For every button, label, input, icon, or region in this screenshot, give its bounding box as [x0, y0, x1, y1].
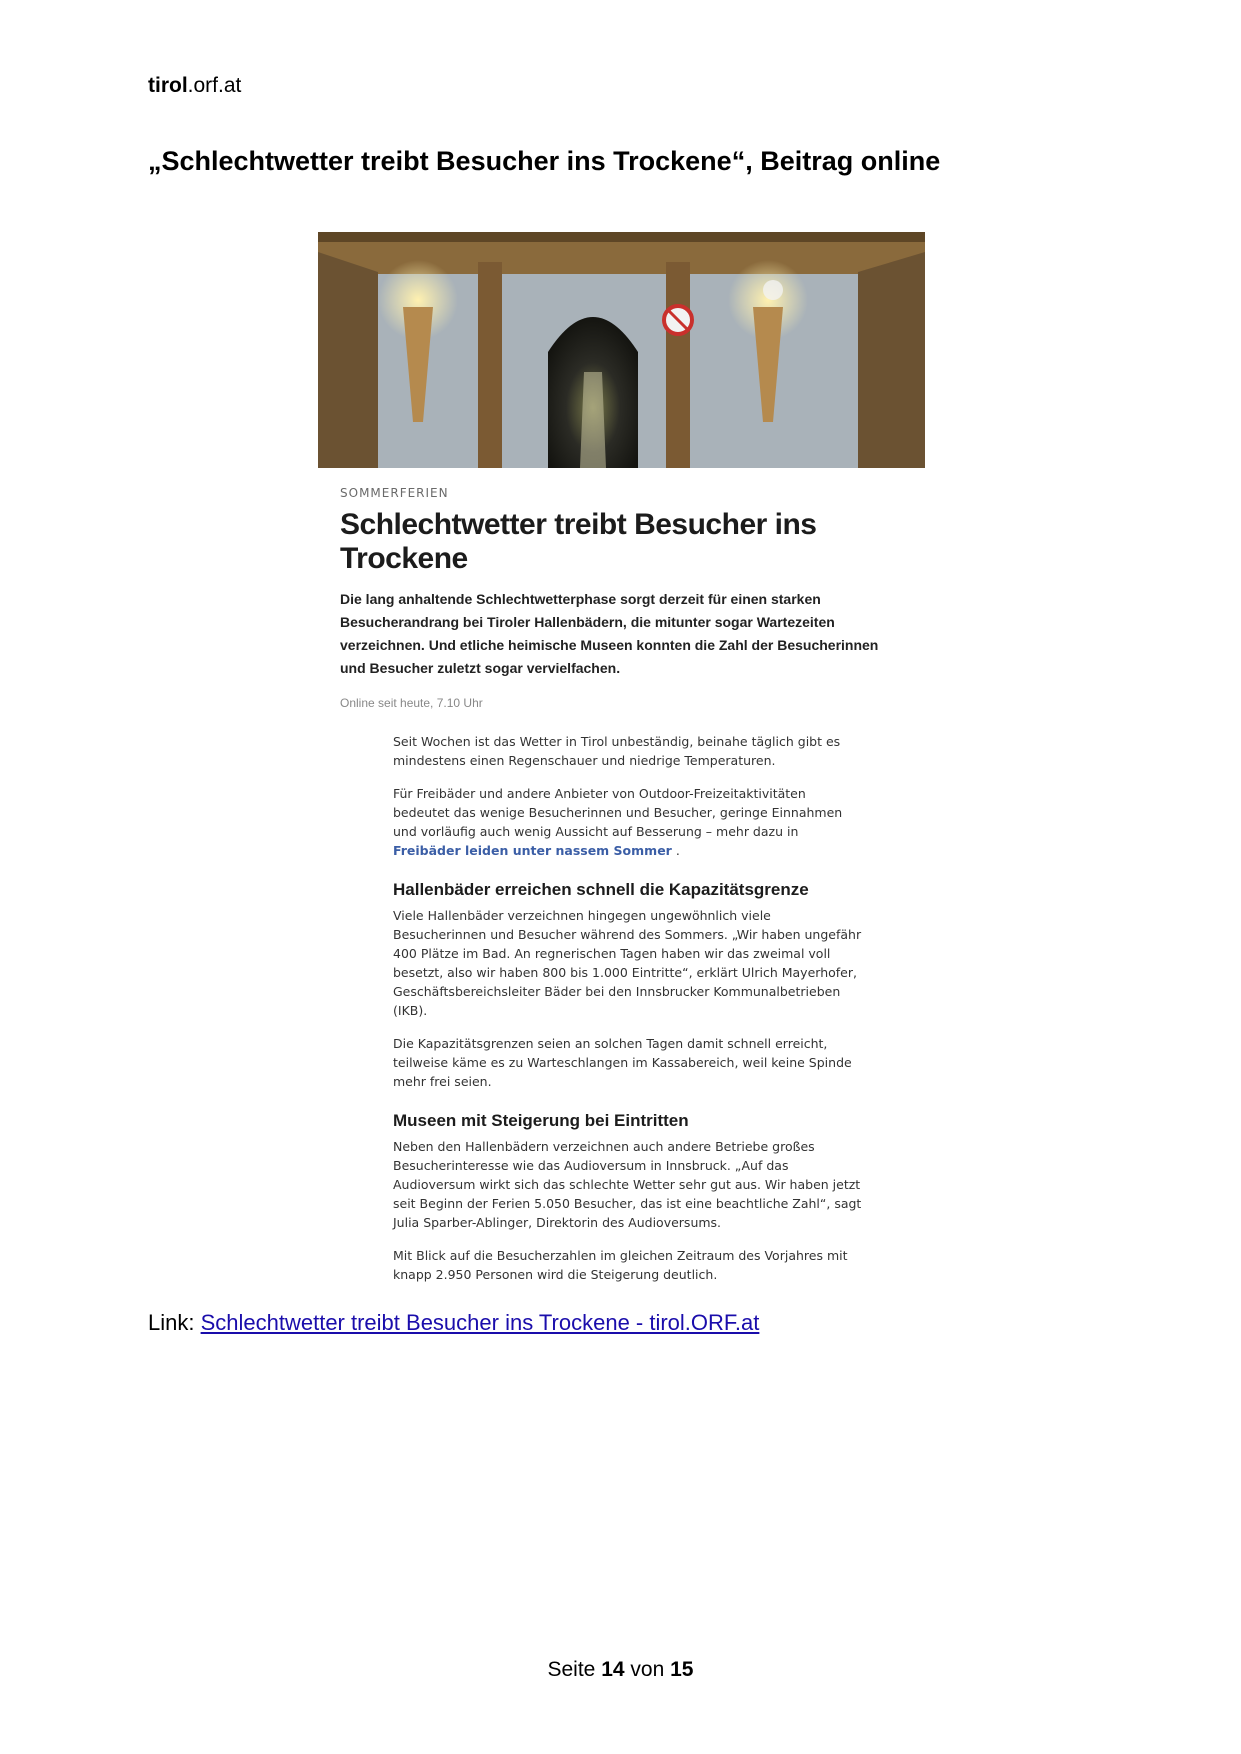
article-kicker: SOMMERFERIEN [340, 486, 449, 500]
page-footer [0, 1658, 1241, 1682]
section-heading: Museen mit Steigerung bei Eintritten [393, 1111, 689, 1130]
article-clipping [340, 486, 900, 1298]
page-number: 14 [601, 1658, 625, 1681]
source-link-line [148, 1310, 759, 1336]
article-hero-image [318, 232, 925, 468]
site-name-rest: .orf.at [187, 74, 242, 97]
article-title: Schlechtwetter treibt Besucher ins Trockene [340, 508, 817, 575]
source-link[interactable]: Schlechtwetter treibt Besucher ins Trockene - tirol.ORF.at [200, 1310, 760, 1335]
article-paragraph: Viele Hallenbäder verzeichnen hingegen ungewöhnlich viele Besucherinnen und Besucher während des Sommers. „Wir haben ungefähr 400 Plätze im Bad. An regnerischen Tagen haben wir das zweimal voll besetzt, also wir haben 800 bis 1.000 Eintritte“, erklärt Ulrich Mayerhofer, Geschäftsbereichsleiter Bäder bei den Innsbrucker Kommunalbetrieben (IKB). [393, 908, 862, 1018]
article-lead: Die lang anhaltende Schlechtwetterphase sorgt derzeit für einen starken Besucherandrang bei Tiroler Hallenbädern, die mitunter sogar Wartezeiten verzeichnen. Und etliche heimische Museen konnten die Zahl der Besucherinnen und Besucher zuletzt sogar vervielfachen. [340, 591, 879, 676]
footer-word-page: Seite [547, 1658, 596, 1681]
article-body [393, 732, 863, 1284]
article-paragraph: Die Kapazitätsgrenzen seien an solchen Tagen damit schnell erreicht, teilweise käme es zu Warteschlangen im Kassabereich, weil keine Spinde mehr frei seien. [393, 1036, 852, 1089]
article-paragraph: Seit Wochen ist das Wetter in Tirol unbeständig, beinahe täglich gibt es mindestens einen Regenschauer und niedrige Temperaturen. [393, 734, 841, 768]
related-article-link[interactable]: Freibäder leiden unter nassem Sommer [393, 843, 672, 858]
article-paragraph [393, 784, 863, 860]
article-paragraph: Mit Blick auf die Besucherzahlen im gleichen Zeitraum des Vorjahres mit knapp 2.950 Personen wird die Steigerung deutlich. [393, 1248, 848, 1282]
paragraph-end: . [671, 843, 680, 858]
section-heading: Hallenbäder erreichen schnell die Kapazitätsgrenze [393, 880, 809, 899]
footer-word-of: von [630, 1658, 665, 1681]
document-title: „Schlechtwetter treibt Besucher ins Trockene“, Beitrag online [148, 146, 941, 176]
site-name [148, 74, 241, 98]
article-timestamp: Online seit heute, 7.10 Uhr [340, 696, 483, 710]
link-prefix: Link: [148, 1310, 201, 1335]
page-total: 15 [670, 1658, 694, 1681]
mine-tunnel-photo [318, 232, 925, 468]
article-paragraph: Neben den Hallenbädern verzeichnen auch andere Betriebe großes Besucherinteresse wie das Audioversum in Innsbruck. „Auf das Audioversum wirkt sich das schlechte Wetter sehr gut aus. Wir haben jetzt seit Beginn der Ferien 5.050 Besucher, das ist eine beachtliche Zahl“, sagt Julia Sparber-Ablinger, Direktorin des Audioversums. [393, 1139, 862, 1230]
site-name-bold: tirol [148, 74, 188, 97]
paragraph-text: Für Freibäder und andere Anbieter von Outdoor-Freizeitaktivitäten bedeutet das wenige Besucherinnen und Besucher, geringe Einnahmen und vorläufig auch wenig Aussicht auf Besserung – mehr dazu in [393, 786, 843, 839]
